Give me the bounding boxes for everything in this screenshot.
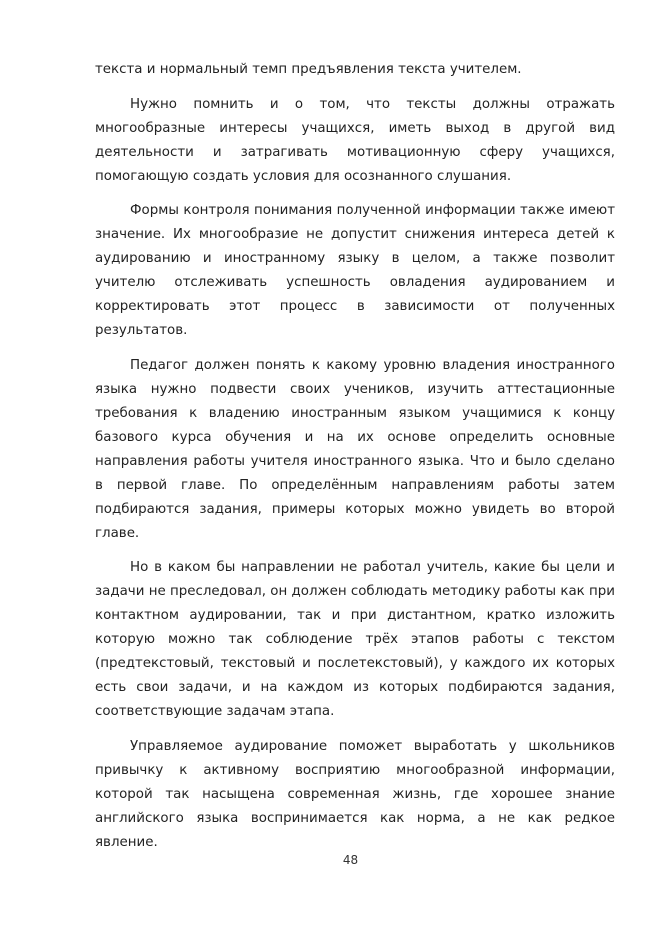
paragraph-texts-interests: Нужно помнить и о том, что тексты должны отражать многообразные интересы учащихся, иметь выход в другой вид деятельности и затрагивать мотивационную сферу учащихся, помогающую создать условия для осознанного слушания.: [95, 96, 615, 184]
paragraph-control-forms: Формы контроля понимания полученной информации также имеют значение. Их многообразие не допустит снижения интереса детей к аудированию и иностранному языку в целом, а также позволит учителю отслеживать успешность овладения аудированием и корректировать этот процесс в зависимости от полученных результатов.: [95, 203, 615, 338]
paragraph-continuation: текста и нормальный темп предъявления текста учителем.: [95, 62, 522, 77]
paragraph-methodology: Но в каком бы направлении не работал учитель, какие бы цели и задачи не преследовал, он должен соблюдать методику работы как при контактном аудировании, так и при дистантном, кратко изложить которую можно так соблюдение трёх этапов работы с текстом (предтекстовый, текстовый и послетекстовый), у каждого их которых есть свои задачи, и на каждом из которых подбираются задания, соответствующие задачам этапа.: [95, 560, 615, 719]
paragraph-teacher-levels: Педагог должен понять к какому уровню владения иностранного языка нужно подвести своих учеников, изучить аттестационные требования к владению иностранным языком учащимися к концу базового курса обучения и на их основе определить основные направления работы учителя иностранного языка. Что и было сделано в первой главе. По определённым направлениям работы затем подбираются задания, примеры которых можно увидеть во второй главе.: [95, 357, 615, 541]
page-number: 48: [342, 853, 359, 867]
body-text: [95, 58, 615, 865]
paragraph-guided-listening: Управляемое аудирование поможет выработать у школьников привычку к активному восприятию многообразной информации, которой так насыщена современная жизнь, где хорошее знание английского языка воспринимается как норма, а не как редкое явление.: [95, 738, 615, 850]
